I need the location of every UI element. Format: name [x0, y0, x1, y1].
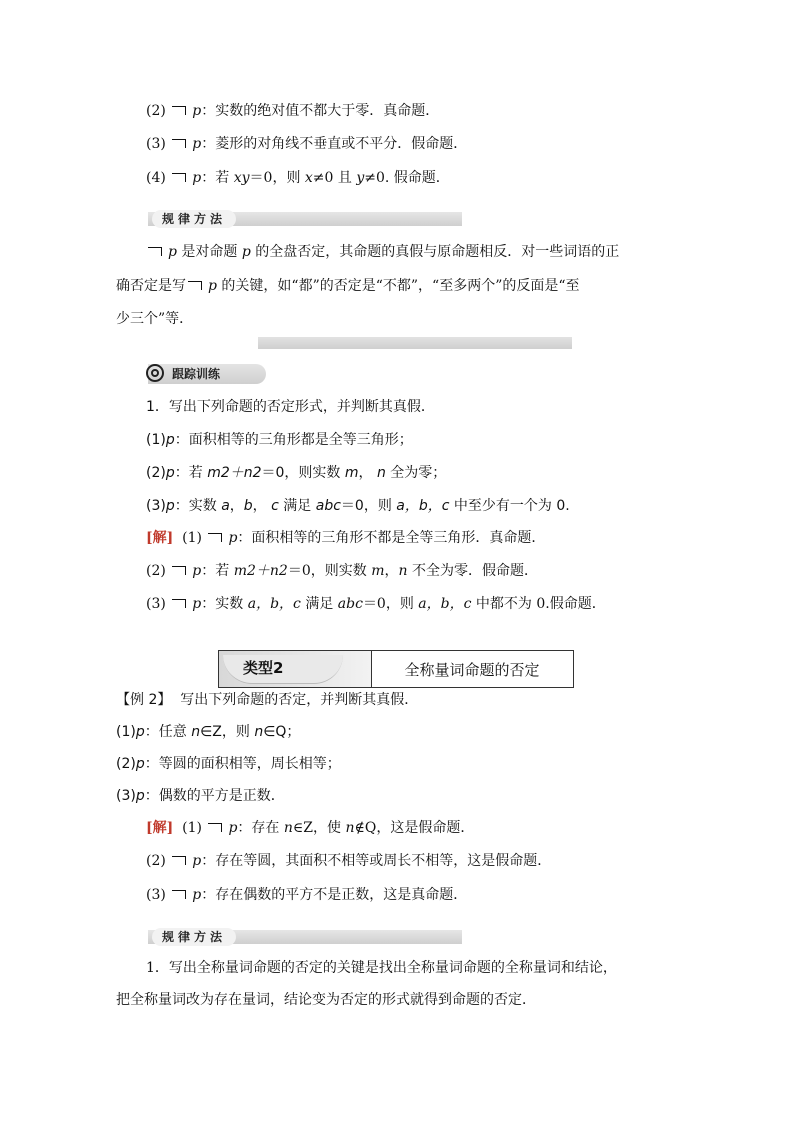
var-p: p: [192, 853, 202, 869]
var-abc: abc: [337, 596, 363, 612]
example-solution-2: [146, 851, 551, 871]
text: ，: [229, 498, 244, 514]
exercise-item-2: [146, 463, 446, 483]
type-box-label-area: [219, 651, 372, 687]
text: 不全为零．假命题．: [407, 563, 538, 579]
item-text: ：菱形的对角线不垂直或不平分．假命题．: [201, 136, 468, 152]
negation-symbol-icon: [170, 888, 190, 900]
text: ：存在等圆，其面积不相等或周长不相等，这是假命题．: [201, 853, 552, 869]
text: 实数: [188, 498, 222, 514]
text: ＝0，则: [362, 596, 419, 612]
text: (3): [146, 498, 166, 514]
text: ≠0. 假命题．: [364, 170, 450, 186]
text: (2): [146, 563, 166, 579]
var-xy: xy: [233, 170, 250, 186]
var-n: n: [191, 724, 201, 740]
negation-item-4: [146, 168, 450, 188]
var-n: n: [345, 820, 355, 836]
expr-m2n2: m2＋n2: [233, 563, 288, 579]
text: 是对命题: [176, 244, 242, 260]
method2-line-2: 把全称量词改为存在量词，结论变为否定的形式就得到命题的否定．: [116, 992, 536, 1008]
expr-m2n2: m2＋n2: [207, 465, 262, 481]
var-a: a: [221, 498, 230, 514]
text: ：偶数的平方是正数．: [144, 788, 285, 804]
negation-symbol-icon: [146, 245, 166, 257]
method2-line-1: 1．写出全称量词命题的否定的关键是找出全称量词命题的全称量词和结论，: [146, 960, 617, 976]
var-b: b: [243, 498, 253, 514]
exercise-item-1: [146, 430, 413, 450]
negation-item-3: [146, 134, 467, 154]
text: (1): [146, 432, 166, 448]
text: ：若: [201, 170, 234, 186]
var-p: p: [135, 756, 145, 772]
var-m: m: [371, 563, 385, 579]
text: ：存在: [237, 820, 284, 836]
var-abc: abc: [315, 498, 341, 514]
example-solution-1: [146, 818, 474, 838]
var-p: p: [165, 465, 175, 481]
text: ＝0，则实数: [261, 465, 345, 481]
var-p: p: [168, 244, 177, 260]
var-m: m: [344, 465, 359, 481]
text: ＝0，则实数: [287, 563, 372, 579]
text: 全为零；: [385, 465, 447, 481]
var-list-abc: a，b，c: [396, 498, 450, 514]
negation-item-2: [146, 101, 439, 121]
method-line-2: [116, 276, 580, 296]
negation-symbol-icon: [170, 564, 190, 576]
negation-symbol-icon: [170, 854, 190, 866]
text: 写出下列命题的否定，并判断其真假．: [180, 692, 419, 708]
exercise-item-3: [146, 496, 570, 516]
text: 面积相等的三角形都是全等三角形；: [188, 432, 413, 448]
solution-line-1: [146, 528, 545, 548]
negation-symbol-icon: [206, 531, 226, 543]
text: (2): [146, 465, 166, 481]
track-tag: 跟踪训练: [148, 364, 266, 384]
text: ：: [174, 432, 189, 448]
text: ≠0 且: [312, 170, 357, 186]
target-icon: [146, 364, 164, 382]
item-number: (4): [146, 170, 166, 186]
text: ∈Z，使: [292, 820, 346, 836]
example-solution-3: [146, 885, 467, 905]
text: ：实数: [201, 596, 248, 612]
text: (3): [116, 788, 136, 804]
text: ：: [174, 465, 189, 481]
text: 满足: [300, 596, 338, 612]
text: (1): [182, 530, 202, 546]
type-label: 类型2: [243, 659, 284, 677]
var-p: p: [135, 788, 145, 804]
exercise-question: 1．写出下列命题的否定形式，并判断其真假．: [146, 399, 435, 415]
var-p: p: [208, 278, 217, 294]
text: 满足: [278, 498, 316, 514]
text: ：任意: [144, 724, 192, 740]
var-p: p: [135, 724, 145, 740]
negation-symbol-icon: [170, 137, 190, 149]
var-p: p: [165, 432, 175, 448]
var-p: p: [165, 498, 175, 514]
text: ∈Q；: [263, 724, 301, 740]
text: (2): [116, 756, 136, 772]
example-item-2: [116, 754, 341, 774]
var-n: n: [376, 465, 386, 481]
method-line-3: 少三个”等．: [116, 311, 194, 327]
text: ∈Z，则: [200, 724, 255, 740]
example-item-1: [116, 722, 300, 742]
var-list-abc: a，b，c: [418, 596, 472, 612]
text: 确否定是写: [116, 278, 186, 294]
type-title: 全称量词命题的否定: [404, 661, 540, 679]
text: ，: [252, 498, 272, 514]
item-number: (2): [146, 103, 166, 119]
text: 若: [188, 465, 208, 481]
text: ，: [384, 563, 399, 579]
var-p: p: [228, 530, 238, 546]
solution-line-3: [146, 594, 606, 614]
solution-line-2: [146, 561, 538, 581]
text: ＝0，则: [249, 170, 305, 186]
example-item-3: [116, 786, 285, 806]
text: ＝0，则: [340, 498, 397, 514]
text: (2): [146, 853, 166, 869]
var-p: p: [192, 563, 202, 579]
text: ：面积相等的三角形不都是全等三角形．真命题．: [237, 530, 546, 546]
section-separator: [258, 337, 572, 349]
text: 的全盘否定，其命题的真假与原命题相反．对一些词语的正: [250, 244, 620, 260]
method-tag: 规律方法: [152, 210, 236, 228]
type-box: [218, 650, 574, 688]
text: (1): [182, 820, 202, 836]
negation-symbol-icon: [186, 279, 206, 291]
item-text: ：实数的绝对值不都大于零．真命题．: [201, 103, 440, 119]
var-p: p: [228, 820, 238, 836]
method-tag: 规律方法: [152, 928, 236, 946]
text: ∉Q，这是假命题．: [354, 820, 475, 836]
text: ：: [174, 498, 189, 514]
negation-symbol-icon: [170, 171, 190, 183]
var-n: n: [283, 820, 293, 836]
solution-label: [解]: [146, 820, 174, 836]
var-n: n: [398, 563, 408, 579]
text: (1): [116, 724, 136, 740]
var-p: p: [241, 244, 251, 260]
example-question: [116, 690, 418, 710]
example-label: 【例 2】: [116, 692, 172, 708]
text: (3): [146, 887, 166, 903]
var-p: p: [192, 136, 202, 152]
text: ：等圆的面积相等，周长相等；: [144, 756, 341, 772]
item-number: (3): [146, 136, 166, 152]
var-p: p: [192, 103, 202, 119]
method-line-1: [146, 242, 619, 262]
text: ：若: [201, 563, 234, 579]
text: ，: [358, 465, 377, 481]
var-n: n: [254, 724, 264, 740]
solution-label: [解]: [146, 530, 174, 546]
negation-symbol-icon: [170, 597, 190, 609]
var-p: p: [192, 170, 202, 186]
negation-symbol-icon: [206, 821, 226, 833]
var-c: c: [271, 498, 279, 514]
text: (3): [146, 596, 166, 612]
negation-symbol-icon: [170, 104, 190, 116]
var-p: p: [192, 596, 202, 612]
var-list-abc: a，b，c: [247, 596, 301, 612]
var-x: x: [304, 170, 313, 186]
text: 中都不为 0.假命题．: [471, 596, 606, 612]
text: ：存在偶数的平方不是正数，这是真命题．: [201, 887, 468, 903]
text: 的关键，如“都”的否定是“不都”，“至多两个”的反面是“至: [216, 278, 580, 294]
text: 中至少有一个为 0.: [449, 498, 570, 514]
var-y: y: [356, 170, 365, 186]
var-p: p: [192, 887, 202, 903]
